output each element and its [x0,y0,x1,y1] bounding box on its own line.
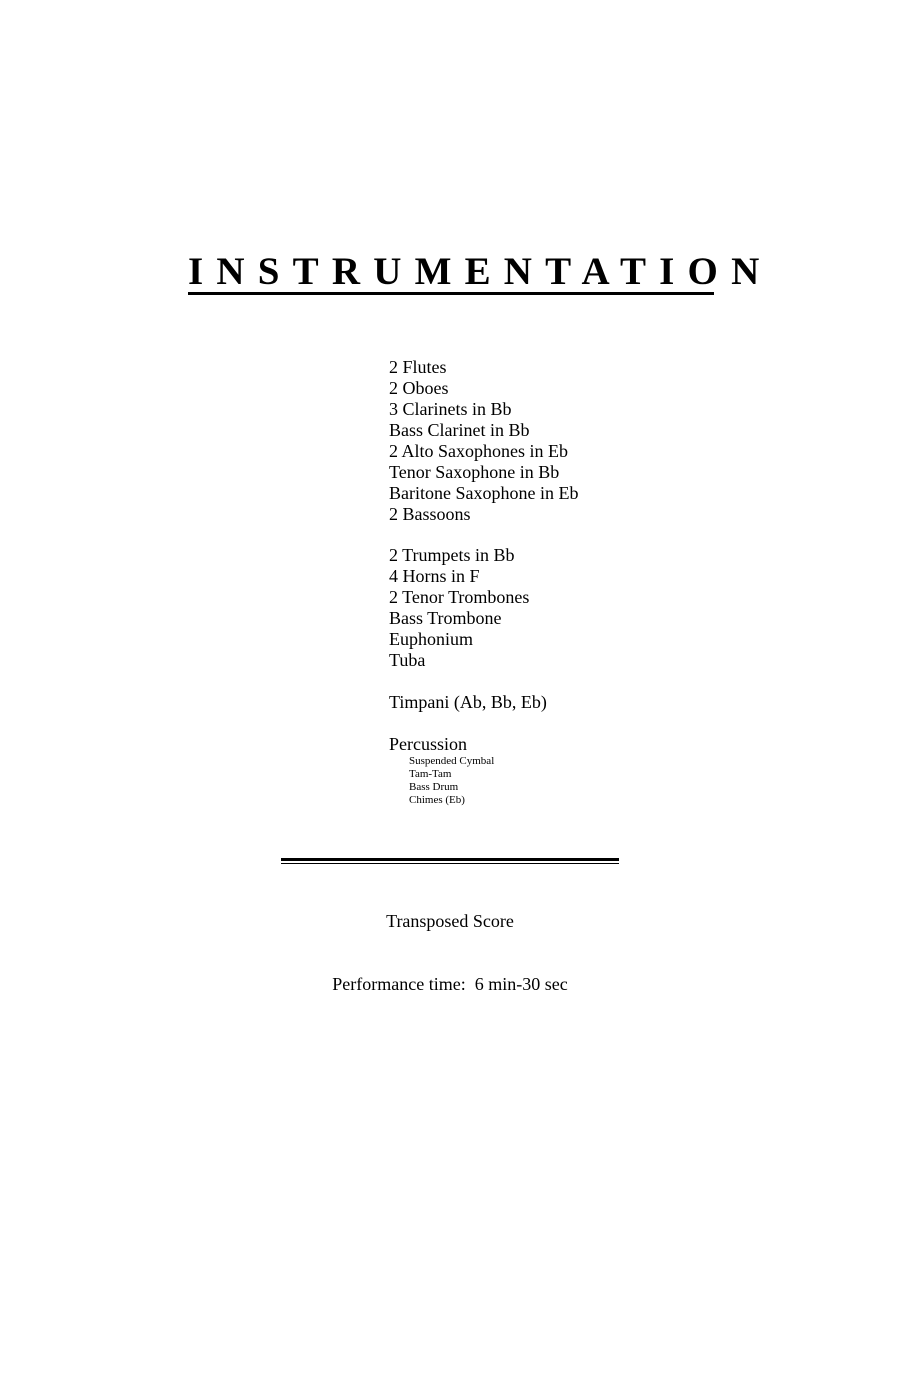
instrument-item: 2 Alto Saxophones in Eb [389,441,568,461]
instrument-item: Tuba [389,650,426,670]
brass-list [389,545,529,671]
percussion-heading: Percussion [389,734,467,754]
instrument-item: 3 Clarinets in Bb [389,399,512,419]
instrument-item: 2 Bassoons [389,504,471,524]
percussion-item: Bass Drum [409,781,459,793]
instrument-item: 2 Tenor Trombones [389,587,530,607]
instrument-item: Euphonium [389,629,473,649]
performance-time: Performance time: 6 min-30 sec [332,974,568,994]
instrument-item: Tenor Saxophone in Bb [389,462,560,482]
instrument-item: Bass Trombone [389,608,502,628]
divider-thin-line [281,863,619,864]
divider-thick-line [281,858,619,861]
percussion-item: Chimes (Eb) [409,794,465,806]
double-rule-divider [281,858,619,864]
woodwinds-list [389,357,578,525]
instrument-item: 2 Trumpets in Bb [389,545,515,565]
instrument-item: 4 Horns in F [389,566,480,586]
percussion-item: Suspended Cymbal [409,755,495,767]
instrument-item: Baritone Saxophone in Eb [389,483,579,503]
instrument-item: 2 Flutes [389,357,447,377]
percussion-items [389,755,494,807]
page-title: INSTRUMENTATION [188,250,773,293]
instrument-item: Bass Clarinet in Bb [389,420,530,440]
instrument-item: 2 Oboes [389,378,449,398]
timpani-entry: Timpani (Ab, Bb, Eb) [389,692,547,712]
percussion-section [389,734,494,807]
score-type: Transposed Score [386,911,514,931]
percussion-item: Tam-Tam [409,768,452,780]
